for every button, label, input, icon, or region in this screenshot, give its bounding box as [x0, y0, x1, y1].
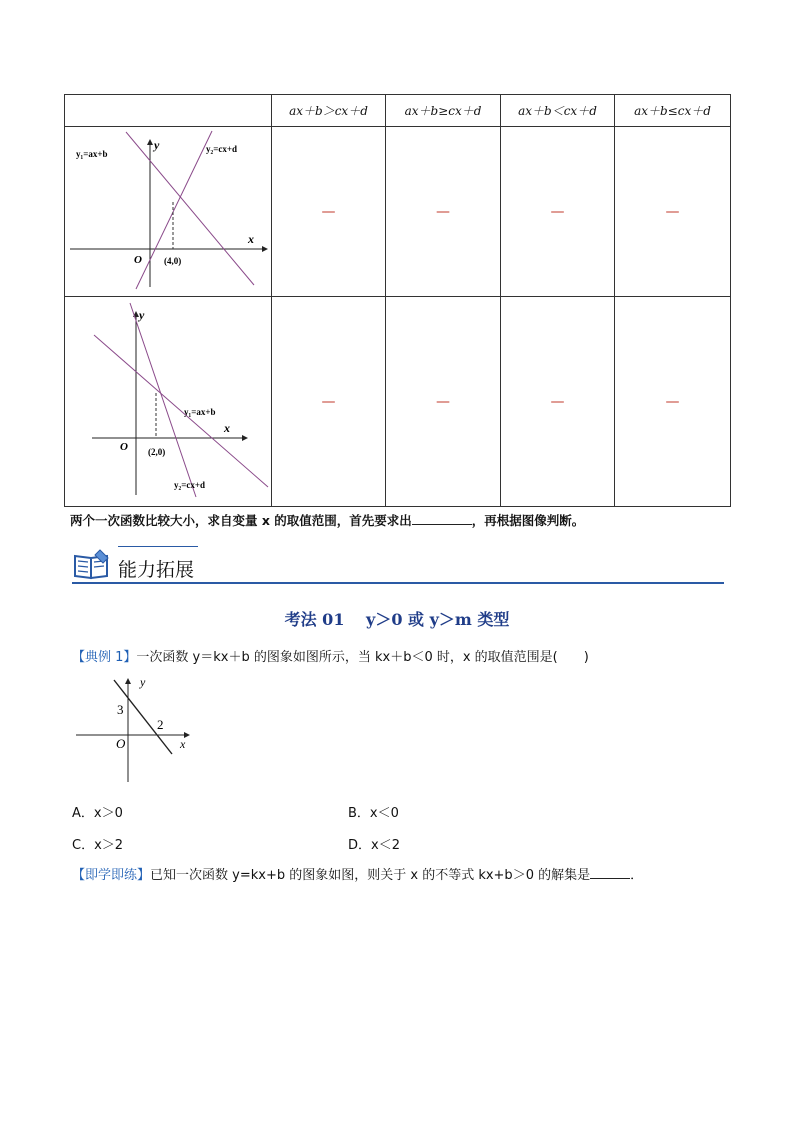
practice-question [72, 864, 643, 883]
method-title: 考法 01 y＞0 或 y＞m 类型 [284, 610, 510, 629]
section-title: 能力拓展 [118, 559, 195, 581]
example1-graph [72, 672, 196, 784]
option-b[interactable]: B．x＜0 [348, 806, 399, 821]
note-after: ，再根据图像判断。 [471, 513, 585, 528]
cell-r2-ge: — [386, 297, 501, 507]
option-c[interactable]: C．x＞2 [72, 838, 124, 853]
example1-tag: 【典例 1】 [72, 650, 137, 665]
practice-end: ． [630, 868, 644, 883]
graph2-y2-label: y₂=cx+d [173, 480, 205, 490]
option-d[interactable]: D．x＜2 [348, 838, 400, 853]
example1-question [72, 646, 589, 665]
graph-1 [66, 127, 271, 292]
cell-r1-gt: — [272, 127, 386, 297]
graph1-y1-label: y₁=ax+b [75, 149, 107, 159]
header-empty [65, 95, 272, 127]
graph1-y2-label: y₂=cx+d [205, 144, 237, 154]
graph2-point: (2,0) [147, 447, 165, 457]
practice-text: 已知一次函数 y=kx+b 的图象如图，则关于 x 的不等式 kx+b＞0 的解集是 [150, 868, 591, 883]
example1-origin: O [116, 736, 126, 751]
cell-r2-lt: — [501, 297, 615, 507]
section-rule [72, 582, 724, 584]
graph-2 [66, 297, 271, 502]
cell-r2-gt: — [272, 297, 386, 507]
graph1-x-axis: x [247, 232, 254, 246]
practice-tag: 【即学即练】 [72, 868, 151, 883]
graph2-y-axis: y [138, 308, 144, 322]
cell-r2-le: — [615, 297, 731, 507]
graph2-x-axis: x [223, 421, 230, 435]
graph2-y1-label: y₁=ax+b [183, 407, 215, 417]
cell-r1-ge: — [386, 127, 501, 297]
book-icon [72, 548, 112, 580]
summary-note [70, 511, 584, 529]
graph1-point: (4,0) [163, 256, 181, 266]
comparison-table [64, 94, 731, 507]
header-le: ax＋b≤cx＋d [615, 95, 731, 127]
option-a[interactable]: A．x＞0 [72, 806, 123, 821]
note-before: 两个一次函数比较大小，求自变量 x 的取值范围，首先要求出 [70, 513, 412, 528]
graph-cell-1 [65, 127, 272, 297]
example1-x-intercept: 2 [157, 717, 164, 732]
practice-blank[interactable] [590, 868, 630, 879]
note-blank [412, 514, 472, 525]
graph1-y-axis: y [153, 138, 159, 152]
example1-x-axis: x [180, 737, 186, 751]
graph1-origin: O [133, 254, 142, 266]
cell-r1-le: — [615, 127, 731, 297]
section-top-rule [118, 546, 198, 547]
graph-cell-2 [65, 297, 272, 507]
header-gt: ax＋b＞cx＋d [272, 95, 386, 127]
example1-text: 一次函数 y＝kx＋b 的图象如图所示，当 kx＋b＜0 时，x 的取值范围是( ) [136, 650, 589, 665]
graph2-origin: O [119, 441, 128, 453]
example1-y-intercept: 3 [117, 702, 124, 717]
example1-y-axis: y [140, 675, 146, 689]
header-ge: ax＋b≥cx＋d [386, 95, 501, 127]
header-lt: ax＋b＜cx＋d [501, 95, 615, 127]
cell-r1-lt: — [501, 127, 615, 297]
